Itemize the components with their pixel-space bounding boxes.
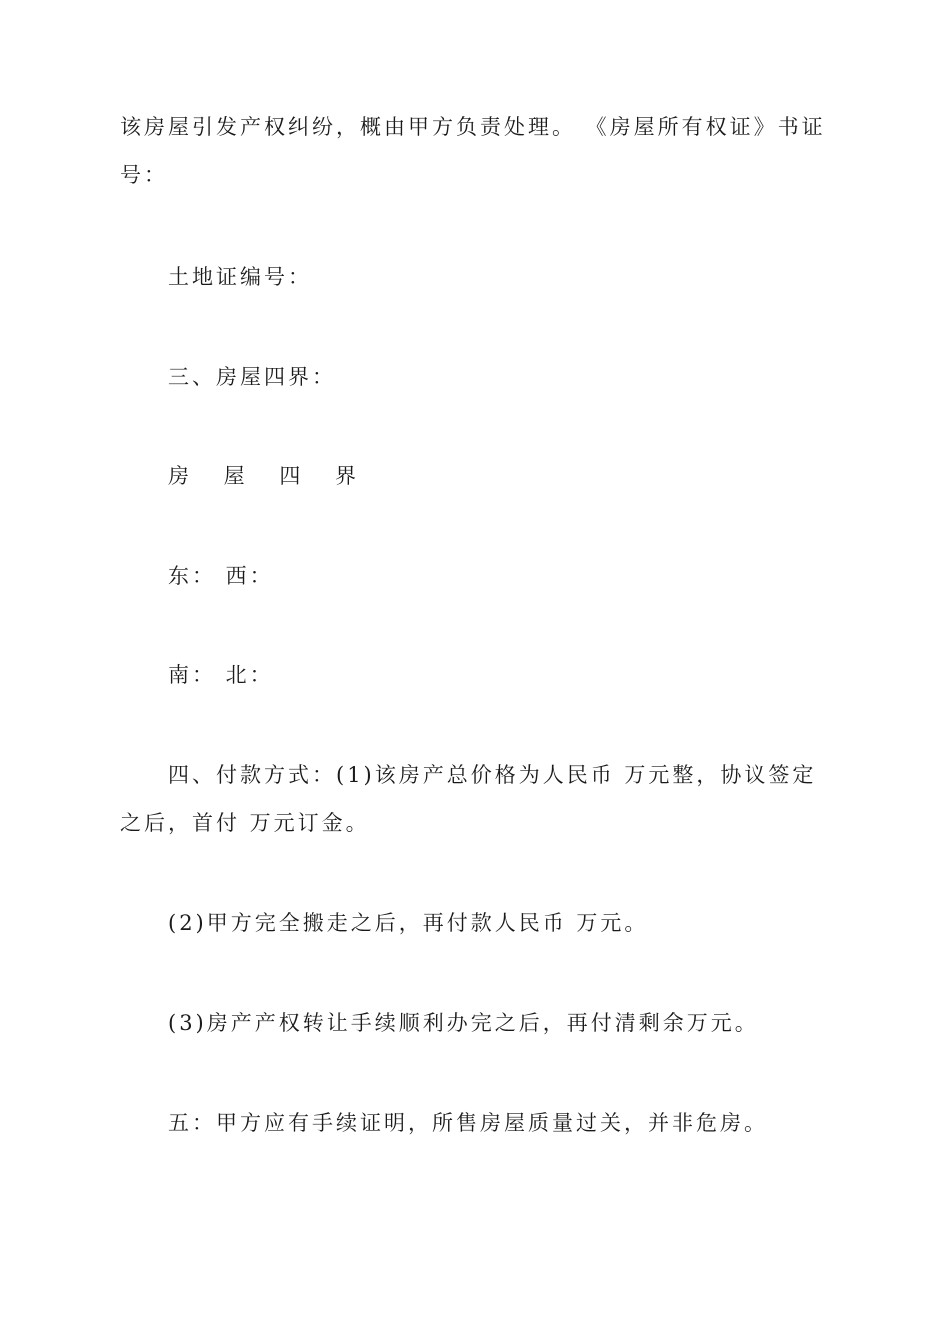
text-line: 该房屋引发产权纠纷，概由甲方负责处理。 《房屋所有权证》书证 — [120, 115, 826, 139]
text-line: 四、付款方式：(1)该房产总价格为人民币 万元整，协议签定 — [168, 763, 817, 787]
paragraph-land-certificate: 土地证编号： — [168, 265, 312, 289]
text-line: 号： — [120, 163, 168, 187]
heading-house-boundaries: 三、房屋四界： — [168, 365, 336, 389]
paragraph-payment-3: (3)房产产权转让手续顺利办完之后，再付清剩余万元。 — [168, 1011, 759, 1035]
paragraph-payment-2: (2)甲方完全搬走之后，再付款人民币 万元。 — [168, 911, 649, 935]
paragraph-dispute-clause — [120, 103, 832, 199]
paragraph-payment-method — [120, 751, 832, 847]
boundaries-east-west: 东： 西： — [168, 564, 274, 588]
boundaries-south-north: 南： 北： — [168, 663, 274, 687]
boundaries-table-header: 房 屋 四 界 — [168, 464, 371, 488]
paragraph-seller-proof: 五：甲方应有手续证明，所售房屋质量过关，并非危房。 — [168, 1111, 768, 1135]
text-line: 之后，首付 万元订金。 — [120, 811, 370, 835]
